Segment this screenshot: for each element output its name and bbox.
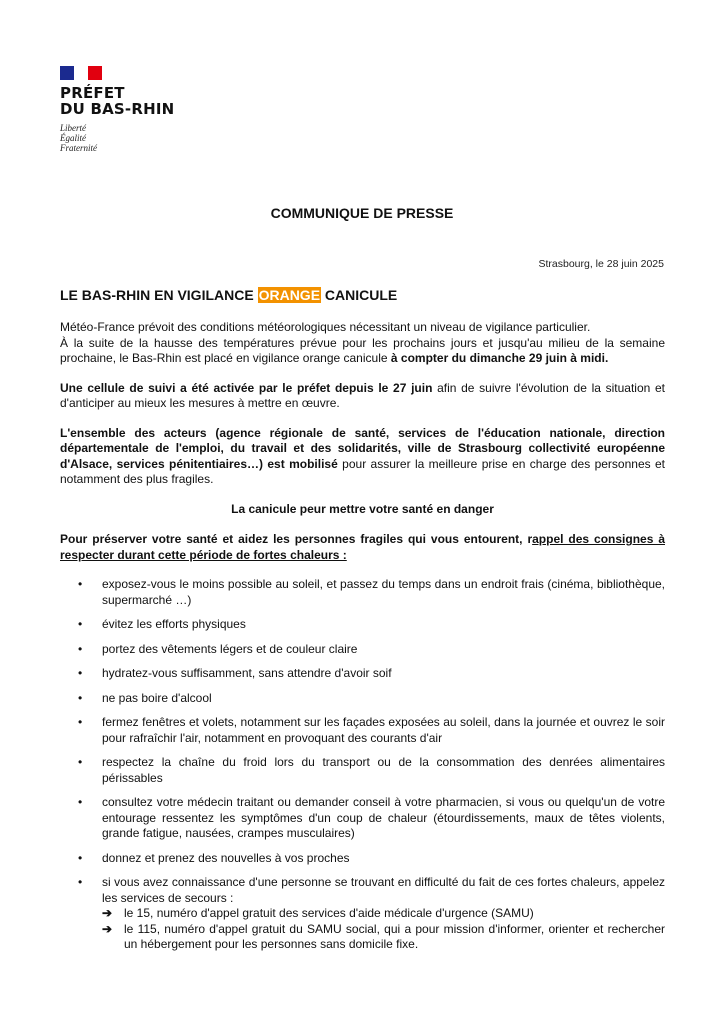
bullet-icon: • [78, 795, 83, 809]
sub-item-text: le 15, numéro d'appel gratuit des services d'aide médicale d'urgence (SAMU) [124, 906, 534, 920]
list-item [60, 755, 665, 786]
prefecture-name-line1: PRÉFET [60, 84, 125, 102]
list-item-text: si vous avez connaissance d'une personne se trouvant en difficulté du fait de ces fortes chaleurs, appelez les services de secours : [102, 875, 665, 905]
list-item [60, 666, 665, 682]
paragraph-intro [60, 320, 665, 367]
section-subheading: La canicule peur mettre votre santé en danger [231, 501, 494, 516]
list-item [60, 617, 665, 633]
document-title: COMMUNIQUE DE PRESSE [270, 205, 454, 221]
republic-motto [60, 123, 174, 153]
list-item-text: donnez et prenez des nouvelles à vos proches [102, 850, 350, 865]
bullet-icon: • [78, 875, 83, 889]
list-item [60, 875, 665, 953]
paragraph-cellule-text: afin de suivre l'évolution de la situation et d'anticiper au mieux les mesures à mettre en œuvre. [60, 380, 665, 410]
motto-egalite: Égalité [60, 133, 86, 143]
paragraph-consignes-underlined: appel des consignes à respecter durant cette période de fortes chaleurs : [60, 532, 665, 562]
paragraph-consignes-bold: Pour préserver votre santé et aidez les personnes fragiles qui vous entourent, r [60, 532, 533, 546]
bullet-icon: • [78, 666, 83, 680]
list-item-text: hydratez-vous suffisamment, sans attendre d'avoir soif [102, 666, 392, 680]
bullet-icon: • [78, 641, 83, 656]
paragraph-acteurs-text: pour assurer la meilleure prise en charge des personnes et notamment des plus fragiles. [60, 456, 665, 486]
list-item [60, 691, 665, 707]
motto-liberte: Liberté [60, 123, 86, 133]
sub-item-samu [102, 906, 665, 922]
list-item-text: portez des vêtements légers et de couleur claire [102, 641, 358, 656]
bullet-icon: • [78, 755, 83, 769]
headline-start: LE BAS-RHIN EN VIGILANCE [60, 287, 254, 303]
prefecture-name-line2: DU BAS-RHIN [60, 100, 175, 118]
list-item [60, 715, 665, 746]
motto-fraternite: Fraternité [60, 143, 97, 153]
list-item-text: exposez-vous le moins possible au soleil, et passez du temps dans un endroit frais (cinéma, bibliothèque, supermarché …) [102, 577, 665, 607]
list-item-text: ne pas boire d'alcool [102, 690, 212, 705]
headline-highlight: ORANGE [258, 287, 321, 303]
prefecture-logo [60, 66, 174, 153]
list-item-text: évitez les efforts physiques [102, 617, 246, 631]
list-item [60, 851, 665, 867]
bullet-icon: • [78, 850, 83, 865]
paragraph-intro-line1: Météo-France prévoit des conditions météorologiques nécessitant un niveau de vigilance particulier. [60, 320, 591, 334]
list-item [60, 642, 665, 658]
paragraph-cellule-bold: Une cellule de suivi a été activée par le préfet depuis le 27 juin [60, 380, 433, 395]
list-item-text: fermez fenêtres et volets, notamment sur les façades exposées au soleil, dans la journée et ouvrez le soir pour rafraîchir l'air, notamment en provoquant des courants d'air [102, 715, 665, 745]
document-body [60, 320, 665, 962]
bullet-icon: • [78, 690, 83, 705]
arrow-right-icon: ➔ [102, 921, 113, 936]
headline [60, 287, 397, 303]
arrow-right-icon: ➔ [102, 906, 113, 920]
headline-end: CANICULE [324, 287, 398, 303]
paragraph-intro-bold: à compter du dimanche 29 juin à midi. [390, 351, 609, 365]
prefecture-name [60, 85, 174, 117]
sub-item-text: le 115, numéro d'appel gratuit du SAMU social, qui a pour mission d'informer, orienter et rechercher un hébergement pour les personnes sans domicile fixe. [124, 921, 665, 951]
sub-item-samu-social [102, 922, 665, 953]
paragraph-intro-text: À la suite de la hausse des températures prévue pour les prochains jours et jusqu'au milieu de la semaine prochaine, le Bas-Rhin est placé en vigilance orange canicule [60, 335, 665, 365]
paragraph-acteurs [60, 426, 665, 488]
bullet-icon: • [78, 715, 83, 729]
list-item [60, 795, 665, 842]
bullet-icon: • [78, 617, 83, 631]
list-item-text: respectez la chaîne du froid lors du transport ou de la consommation des denrées alimentaires périssables [102, 755, 665, 785]
paragraph-acteurs-bold: L'ensemble des acteurs (agence régionale de santé, services de l'éducation nationale, direction départementale de l'emploi, du travail et des solidarités, ville de Strasbourg collectivité européenne d'Alsace, services pénitentiaires…) est mobilisé [60, 425, 665, 471]
bullet-icon: • [78, 577, 83, 591]
advice-list [60, 577, 665, 953]
dateline: Strasbourg, le 28 juin 2025 [538, 258, 664, 270]
paragraph-consignes [60, 532, 665, 563]
list-item-text: consultez votre médecin traitant ou demander conseil à votre pharmacien, si vous ou quelqu'un de votre entourage ressentez les symptômes d'un coup de chaleur (étourdissements, maux de têtes violents, grande fatigue, nausées, crampes musculaires) [102, 795, 665, 840]
french-flag-icon [60, 66, 102, 80]
list-item [60, 577, 665, 608]
paragraph-cellule [60, 381, 665, 412]
